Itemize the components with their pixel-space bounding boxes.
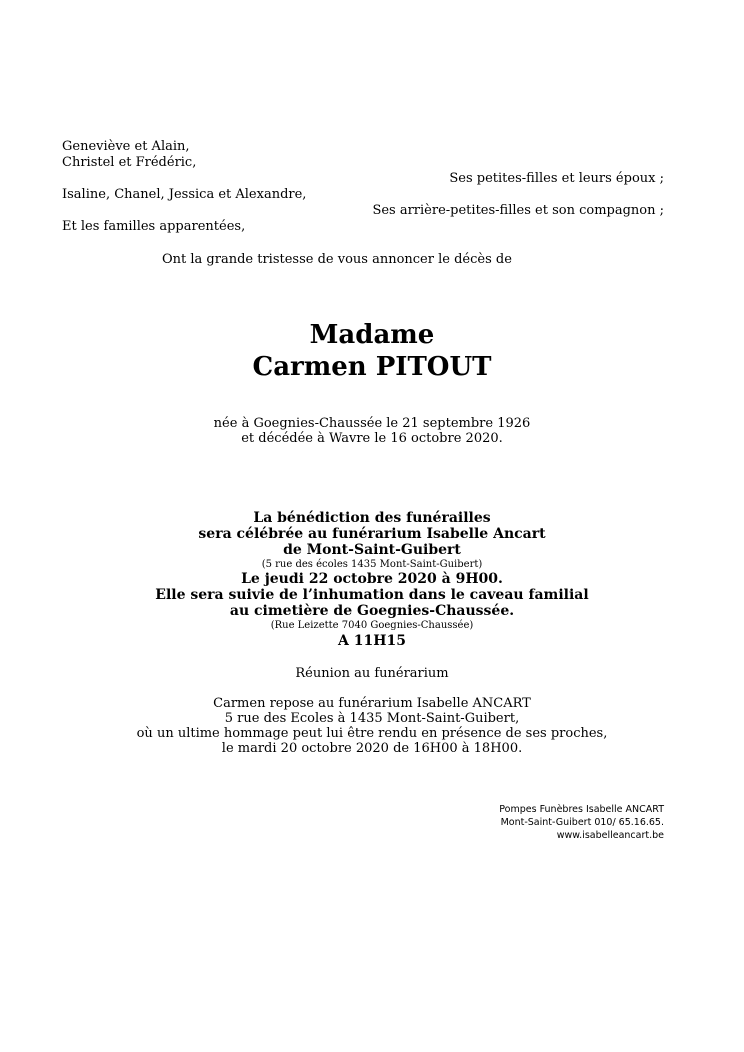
burial-line-1: Elle sera suivie de l’inhumation dans le caveau familial xyxy=(155,587,589,603)
deceased-title: Madame xyxy=(309,320,435,350)
ceremony-datetime: Le jeudi 22 octobre 2020 à 9H00. xyxy=(241,571,503,587)
visitation-line-1: Carmen repose au funérarium Isabelle ANCART xyxy=(213,696,531,711)
family-right-line-1: Ses petites-filles et leurs époux ; xyxy=(449,171,664,186)
ceremony-line-2: sera célébrée au funérarium Isabelle Ancart xyxy=(198,526,546,542)
visitation-line-4: le mardi 20 octobre 2020 de 16H00 à 18H00. xyxy=(221,741,523,756)
footer-phone: Mont-Saint-Guibert 010/ 65.16.65. xyxy=(500,817,664,828)
burial-line-2: au cimetière de Goegnies-Chaussée. xyxy=(229,603,515,619)
death-line: et décédée à Wavre le 16 octobre 2020. xyxy=(241,431,503,446)
ceremony-line-1: La bénédiction des funérailles xyxy=(253,510,491,526)
visitation-line-2: 5 rue des Ecoles à 1435 Mont-Saint-Guibert, xyxy=(224,711,520,726)
footer-website[interactable]: www.isabelleancart.be xyxy=(556,830,664,841)
burial-time: A 11H15 xyxy=(338,633,406,649)
family-line-4: Et les familles apparentées, xyxy=(62,219,246,234)
family-line-1: Geneviève et Alain, xyxy=(62,139,190,154)
family-line-3: Isaline, Chanel, Jessica et Alexandre, xyxy=(62,187,307,202)
announcement: Ont la grande tristesse de vous annoncer le décès de xyxy=(162,252,512,267)
ceremony-address: (5 rue des écoles 1435 Mont-Saint-Guibert) xyxy=(261,559,483,570)
birth-line: née à Goegnies-Chaussée le 21 septembre 1926 xyxy=(213,416,531,431)
reunion-line: Réunion au funérarium xyxy=(295,666,449,681)
family-right-line-2: Ses arrière-petites-filles et son compagnon ; xyxy=(372,203,664,218)
deceased-name: Carmen PITOUT xyxy=(252,352,492,382)
visitation-line-3: où un ultime hommage peut lui être rendu en présence de ses proches, xyxy=(136,726,608,741)
burial-address: (Rue Leizette 7040 Goegnies-Chaussée) xyxy=(270,620,474,631)
family-line-2: Christel et Frédéric, xyxy=(62,155,197,170)
ceremony-line-3: de Mont-Saint-Guibert xyxy=(283,542,461,558)
footer-company: Pompes Funèbres Isabelle ANCART xyxy=(499,804,664,815)
